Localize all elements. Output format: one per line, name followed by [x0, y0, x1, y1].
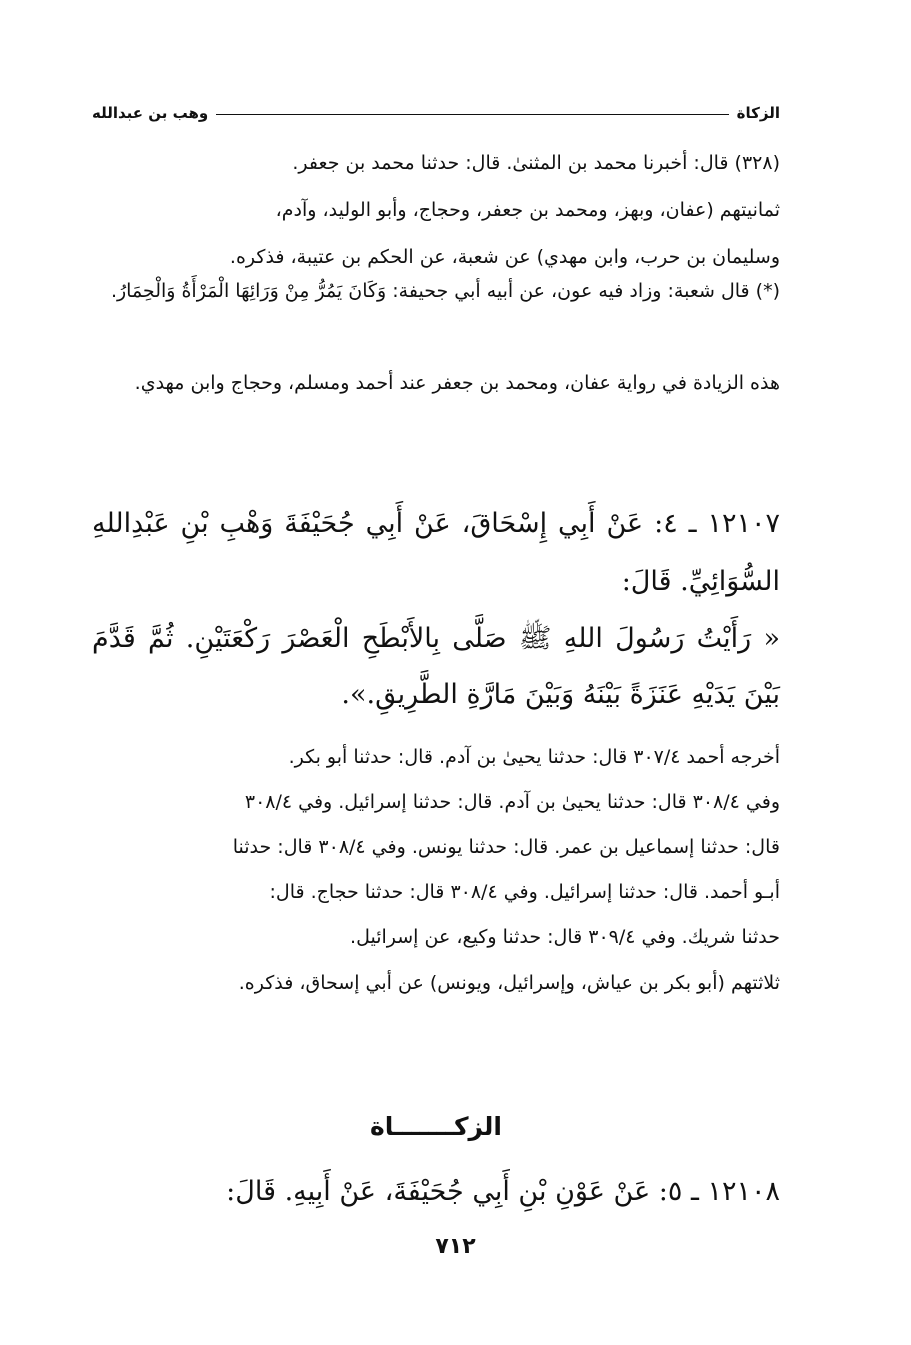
section-title: الزكـــــــاة: [369, 1112, 502, 1141]
chain-line-1: (٣٢٨) قال: أخبرنا محمد بن المثنىٰ. قال: حدثنا محمد بن جعفر.: [292, 152, 780, 174]
hadith-12108: [92, 1164, 780, 1220]
hadith-12107: [92, 495, 780, 723]
addition-note-text: هذه الزيادة في رواية عفان، ومحمد بن جعفر عند أحمد ومسلم، وحجاج وابن مهدي.: [134, 372, 780, 394]
hadith-12107-chain: ١٢١٠٧ ـ ٤: عَنْ أَبِي إِسْحَاقَ، عَنْ أَبِي جُحَيْفَةَ وَهْبِ بْنِ عَبْدِاللهِ السُّوَائِيِّ. قَالَ:: [92, 508, 781, 597]
summary-paragraph: [92, 960, 780, 1006]
chain-paragraph: [92, 140, 780, 281]
takhrij-line-5: حدثنا شريك. وفي ٣٠٩/٤ قال: حدثنا وكيع، عن إسرائيل.: [350, 926, 780, 948]
takhrij-line-2: وفي ٣٠٨/٤ قال: حدثنا يحيىٰ بن آدم. قال: حدثنا إسرائيل. وفي ٣٠٨/٤: [244, 791, 780, 813]
chain-line-3: وسليمان بن حرب، وابن مهدي) عن شعبة، عن الحكم بن عتيبة، فذكره.: [229, 246, 780, 268]
hadith-12108-chain: ١٢١٠٨ ـ ٥: عَنْ عَوْنِ بْنِ أَبِي جُحَيْفَةَ، عَنْ أَبِيهِ. قَالَ:: [226, 1176, 780, 1207]
addition-note: [92, 360, 780, 406]
takhrij-paragraph: [92, 735, 780, 960]
shuba-note: [92, 268, 780, 314]
summary-text: ثلاثتهم (أبو بكر بن عياش، وإسرائيل، ويونس) عن أبي إسحاق، فذكره.: [238, 972, 780, 994]
shuba-note-text: (*) قال شعبة: وزاد فيه عون، عن أبيه أبي جحيفة: وَكَانَ يَمُرُّ مِنْ وَرَائِهَا الْمَرْأَةُ وَالْحِمَارُ.: [110, 280, 780, 302]
takhrij-line-4: أبـو أحمد. قال: حدثنا إسرائيل. وفي ٣٠٨/٤ قال: حدثنا حجاج. قال:: [269, 881, 780, 903]
running-header: [92, 96, 780, 122]
header-chapter: الزكاة: [736, 104, 780, 122]
page-number: ٧١٢: [435, 1234, 476, 1259]
header-narrator: وهب بن عبدالله: [92, 104, 209, 122]
takhrij-line-1: أخرجه أحمد ٣٠٧/٤ قال: حدثنا يحيىٰ بن آدم. قال: حدثنا أبو بكر.: [288, 746, 780, 768]
takhrij-line-3: قال: حدثنا إسماعيل بن عمر. قال: حدثنا يونس. وفي ٣٠٨/٤ قال: حدثنا: [232, 836, 780, 858]
hadith-12107-text: « رَأَيْتُ رَسُولَ اللهِ ﷺ صَلَّى بِالأَبْطَحِ الْعَصْرَ رَكْعَتَيْنِ. ثُمَّ قَدَّمَ بَيْنَ يَدَيْهِ عَنَزَةً بَيْنَهُ وَبَيْنَ مَارَّةِ الطَّرِيقِ.».: [92, 623, 780, 710]
chain-line-2: ثمانيتهم (عفان، وبهز، ومحمد بن جعفر، وحجاج، وأبو الوليد، وآدم،: [275, 199, 780, 221]
header-rule: [216, 114, 728, 115]
